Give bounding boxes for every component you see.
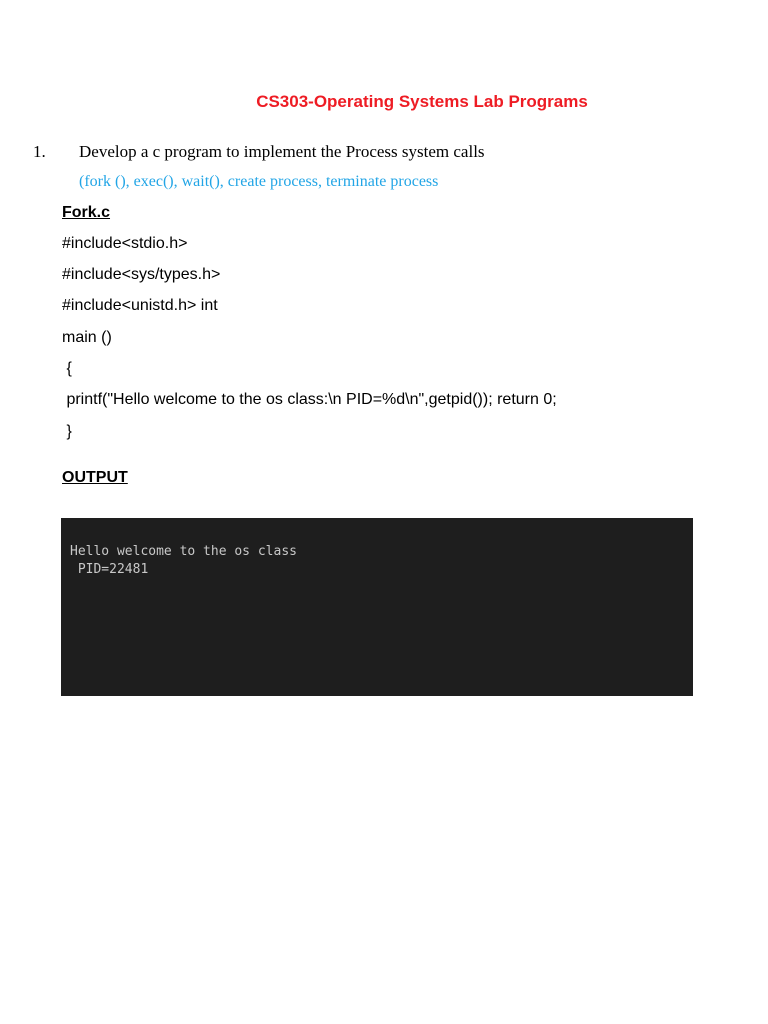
document-title: CS303-Operating Systems Lab Programs (256, 92, 588, 111)
code-line: main () (62, 329, 112, 346)
output-heading: OUTPUT (62, 469, 128, 486)
list-item-text: Develop a c program to implement the Process system calls (79, 142, 485, 161)
code-line: #include<sys/types.h> (62, 266, 221, 283)
code-line: printf("Hello welcome to the os class:\n PID=%d\n",getpid()); return 0; (62, 391, 557, 408)
terminal-line: Hello welcome to the os class (70, 544, 297, 559)
code-line: #include<unistd.h> int (62, 297, 218, 314)
code-line: { (62, 360, 72, 377)
code-line: } (62, 423, 72, 440)
code-line: #include<stdio.h> (62, 235, 188, 252)
list-item-number: 1. (33, 142, 46, 161)
terminal-output-screenshot (61, 518, 693, 696)
terminal-line: PID=22481 (70, 562, 149, 577)
list-item-subtext: (fork (), exec(), wait(), create process, terminate process (79, 173, 439, 190)
program-filename: Fork.c (62, 204, 111, 221)
